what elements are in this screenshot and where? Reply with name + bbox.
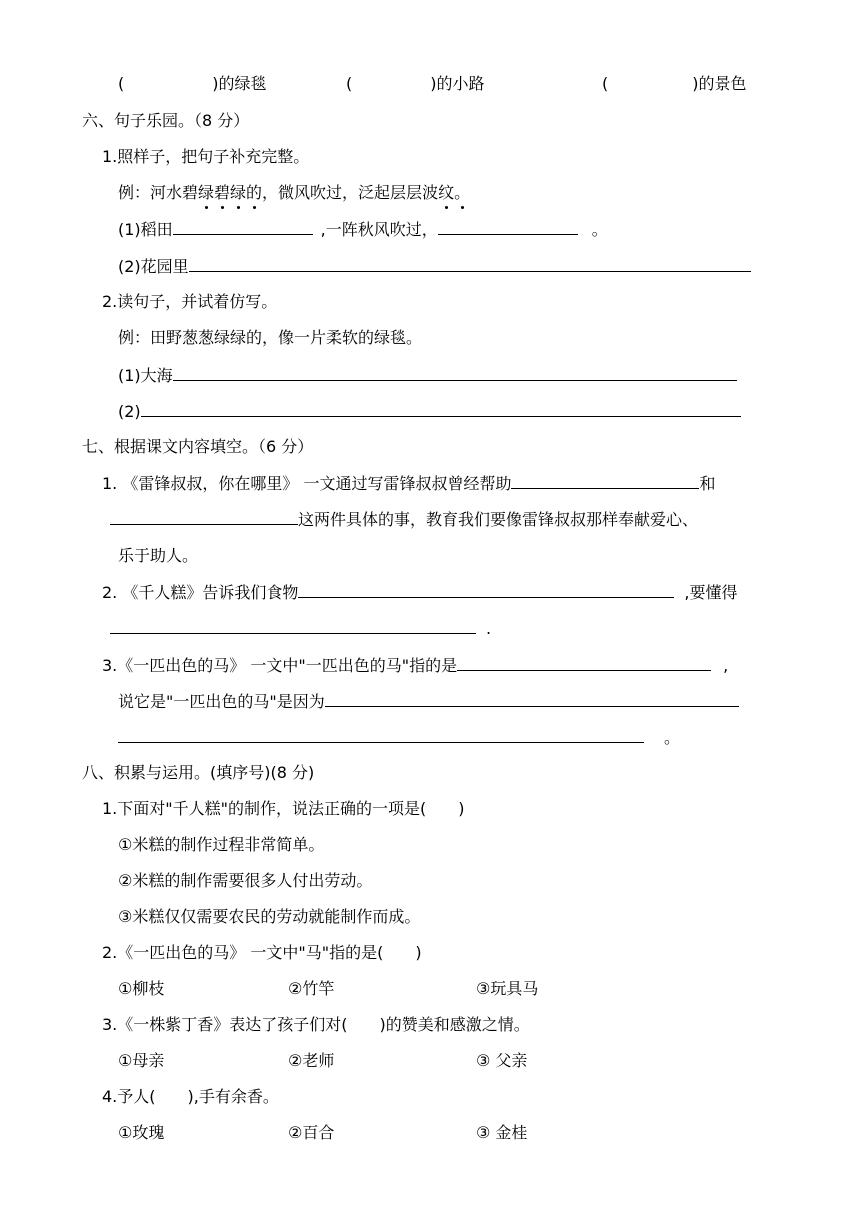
- s8-q4-option-2: ②百合: [288, 1123, 335, 1142]
- s8-q4-option-3: ③ 金桂: [476, 1123, 528, 1142]
- section6-title: 六、句子乐园。（8 分）: [82, 111, 250, 130]
- blank-line[interactable]: [110, 508, 298, 525]
- s8-q1-prompt: 1.下面对"千人糕"的制作，说法正确的一项是( ): [102, 799, 465, 818]
- s7-q3-line2: 说它是"一匹出色的马"是因为: [118, 690, 739, 713]
- s8-q2-option-3: ③玩具马: [476, 979, 539, 998]
- blank-line[interactable]: [141, 400, 741, 417]
- s6-q2-b: (2): [118, 400, 741, 423]
- s8-q3-option-3: ③ 父亲: [476, 1051, 528, 1070]
- blank-line[interactable]: [298, 581, 674, 598]
- s8-q2-option-2: ②竹竿: [288, 979, 335, 998]
- s6-q1-a: (1)稻田 ,一阵秋风吹过， 。: [118, 220, 608, 239]
- s7-q1-line3: 乐于助人。: [118, 546, 199, 565]
- s8-q3-option-2: ②老师: [288, 1051, 335, 1070]
- section8-title: 八、积累与运用。(填序号)(8 分): [82, 763, 315, 782]
- s7-q3-line3: 。: [118, 726, 680, 749]
- blank-line[interactable]: [325, 690, 739, 707]
- blank-line[interactable]: [511, 472, 699, 489]
- blank-line[interactable]: [457, 654, 711, 671]
- s7-q2-line2: .: [110, 617, 491, 640]
- s8-q2-option-1: ①柳枝: [118, 979, 165, 998]
- blank-line[interactable]: [110, 617, 476, 634]
- s6-q1-example: 例：河水碧绿碧绿的，微风吹过，泛起层层波纹。: [118, 183, 471, 202]
- s7-q3-line1: 3.《一匹出色的马》 一文中"一匹出色的马"指的是 ,: [102, 656, 729, 675]
- blank-line[interactable]: [173, 218, 313, 235]
- s6-q2-example: 例：田野葱葱绿绿的，像一片柔软的绿毯。: [118, 328, 423, 347]
- s7-q1-line1: 1. 《雷锋叔叔，你在哪里》 一文通过写雷锋叔叔曾经帮助 和: [102, 474, 716, 493]
- blank-line[interactable]: [189, 255, 751, 272]
- emphasis-dots: [0, 206, 860, 212]
- top-row-item-1: ( )的绿毯: [118, 74, 267, 93]
- s7-q1-line2: 这两件具体的事，教育我们要像雷锋叔叔那样奉献爱心、: [110, 508, 698, 531]
- s8-q1-option-1: ①米糕的制作过程非常简单。: [118, 835, 325, 854]
- s8-q3-option-1: ①母亲: [118, 1051, 165, 1070]
- s8-q3-prompt: 3.《一株紫丁香》表达了孩子们对( )的赞美和感激之情。: [102, 1015, 530, 1034]
- s8-q4-prompt: 4.予人( ),手有余香。: [102, 1087, 279, 1106]
- s6-q2-prompt: 2.读句子，并试着仿写。: [102, 292, 278, 311]
- section7-title: 七、根据课文内容填空。（6 分）: [82, 437, 314, 456]
- blank-line[interactable]: [438, 218, 578, 235]
- s6-q1-b: (2)花园里: [118, 255, 751, 278]
- blank-line[interactable]: [173, 364, 737, 381]
- blank-line[interactable]: [118, 726, 644, 743]
- s8-q2-prompt: 2.《一匹出色的马》 一文中"马"指的是( ): [102, 943, 422, 962]
- dotted-text: 碧绿碧绿: [182, 183, 247, 202]
- top-row-item-2: ( )的小路: [346, 74, 485, 93]
- top-row-item-3: ( )的景色: [602, 74, 747, 93]
- s6-q2-a: (1)大海: [118, 364, 737, 387]
- s8-q4-option-1: ①玫瑰: [118, 1123, 165, 1142]
- s6-q1-prompt: 1.照样子，把句子补充完整。: [102, 147, 310, 166]
- s8-q1-option-2: ②米糕的制作需要很多人付出劳动。: [118, 871, 373, 890]
- s8-q1-option-3: ③米糕仅仅需要农民的劳动就能制作而成。: [118, 907, 421, 926]
- s7-q2-line1: 2. 《千人糕》告诉我们食物 ,要懂得: [102, 583, 738, 602]
